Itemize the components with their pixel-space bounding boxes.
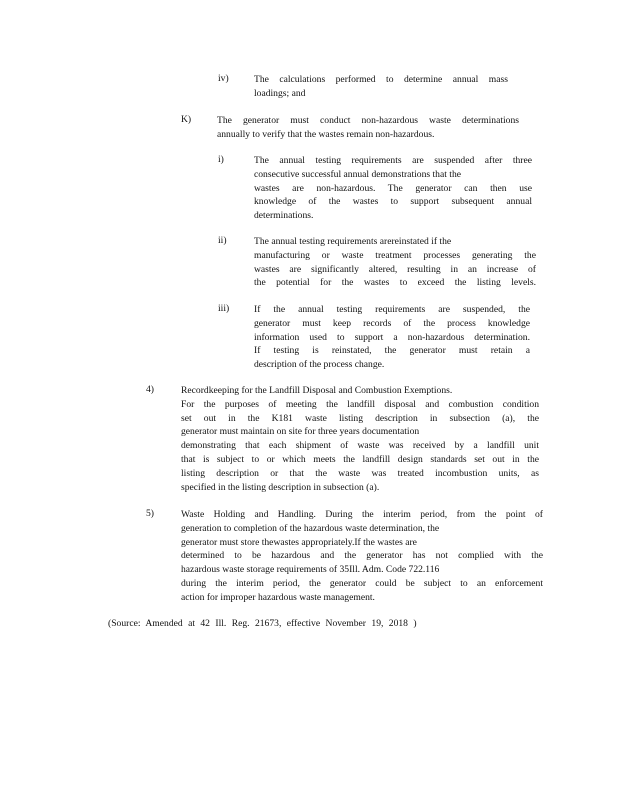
subitem-iv-text: The calculations performed to determine annual mass loadings; and <box>254 74 508 99</box>
item-4-text: Recordkeeping for the Landfill Disposal and Combustion Exemptions. For the purposes of meeting the landfill disposal and combustion condition set out in the K181 waste listing description in subsection (a), the generator must maintain on site for three years documentation demonstrating that each shipment of waste was received by a landfill unit that is subject to or which meets the landfill design standards set out in the listing description or that the waste was treated incombustion units, as specified in the listing description in subsection (a). <box>181 385 539 493</box>
subitem-K-ii-text: The annual testing requirements arereinstated if the manufacturing or waste treatment processes generating the wastes are significantly altered, resulting in an increase of the potential for the wastes to exceed the listing levels. <box>254 236 536 289</box>
item-4-marker: 4) <box>146 384 154 395</box>
subitem-K-i-marker: i) <box>218 154 224 165</box>
subitem-K-ii-marker: ii) <box>218 235 227 246</box>
subitem-K-i-text: The annual testing requirements are suspended after three consecutive successful annual demonstrations that the wastes are non-hazardous. The generator can then use knowledge of the wastes to support subsequent annual determinations. <box>254 155 532 222</box>
item-5-text: Waste Holding and Handling. During the interim period, from the point of generation to completion of the hazardous waste determination, the generator must store thewastes appropriately.If the wastes are determined to be hazardous and the generator has not complied with the hazardous waste storage requirements of 35Ill. Adm. Code 722.116 during the interim period, the generator could be subject to an enforcement action for improper hazardous waste management. <box>181 509 543 603</box>
subitem-K-iii-marker: iii) <box>218 303 230 314</box>
item-K-text: The generator must conduct non-hazardous waste determinations annually to verify that the wastes remain non-hazardous. <box>217 115 519 140</box>
item-K-marker: K) <box>181 114 192 125</box>
subitem-K-iii-text: If the annual testing requirements are suspended, the generator must keep records of the process knowledge information used to support a non-hazardous determination. If testing is reinstated, the generator must retain a description of the process change. <box>254 304 530 371</box>
subitem-iv-marker: iv) <box>218 73 229 84</box>
source-note: (Source: Amended at 42 Ill. Reg. 21673, effective November 19, 2018 ) <box>108 618 417 629</box>
item-5-marker: 5) <box>146 508 154 519</box>
